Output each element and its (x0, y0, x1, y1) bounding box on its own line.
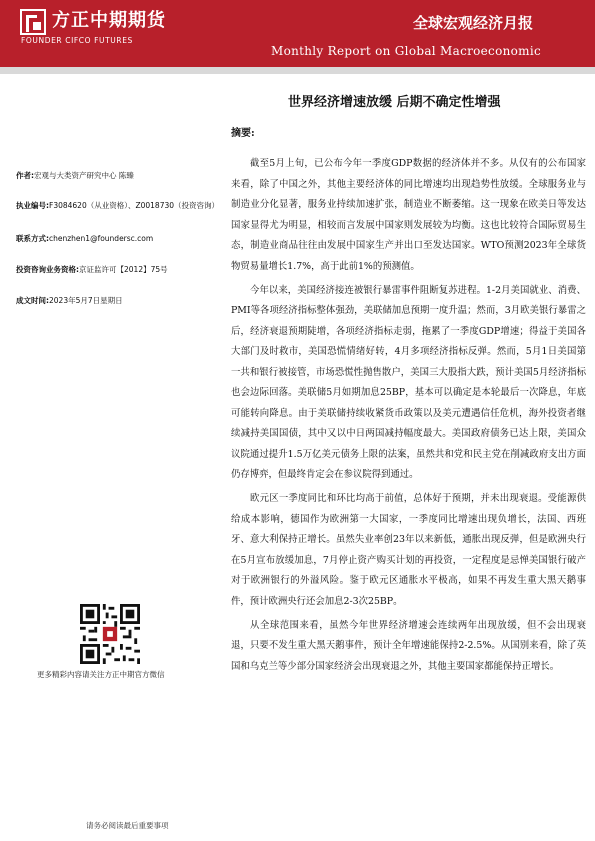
company-logo-icon (20, 9, 46, 35)
report-body (231, 154, 586, 681)
meta-value: chenzhen1@foundersc.com (49, 234, 154, 243)
qr-caption: 更多精彩内容请关注方正中期官方微信 (37, 670, 165, 679)
report-header (0, 0, 595, 67)
meta-label: 执业编号: (16, 201, 49, 210)
meta-label: 投资咨询业务资格: (16, 265, 79, 274)
header-divider (0, 67, 595, 74)
date-line (16, 295, 123, 306)
contact-line (16, 233, 153, 244)
company-name-cn: 方正中期期货 (52, 10, 166, 31)
meta-label: 作者: (16, 171, 34, 180)
disclaimer-note: 请务必阅读最后重要事项 (86, 821, 169, 830)
report-series-cn: 全球宏观经济月报 (412, 14, 533, 32)
meta-value: 2023年5月7日星期日 (49, 296, 123, 305)
company-name-en: FOUNDER CIFCO FUTURES (21, 36, 133, 45)
meta-label: 联系方式: (16, 234, 49, 243)
meta-label: 成文时间: (16, 296, 49, 305)
license-number-line (16, 200, 219, 211)
author-line (16, 170, 134, 181)
report-series-en: Monthly Report on Global Macroeconomic (270, 44, 541, 58)
paragraph: 欧元区一季度同比和环比均高于前值，总体好于预期，并未出现衰退。受能源供给成本影响，德国作为欧洲第一大国家，一季度同比增速出现负增长，法国、西班牙、意大利保持正增长。虽然失业率创23年以来新低，通胀出现反弹，但是欧洲央行在5月宣布放缓加息，7月停止资产购买计划的再投资，一定程度是忌惮美国银行破产对于欧洲银行的外溢风险。鉴于欧元区通胀水平极高，如果不再发生重大黑天鹅事件，预计欧洲央行还会加息2-3次25BP。 (231, 493, 586, 607)
paragraph: 从全球范围来看，虽然今年世界经济增速会连续两年出现放缓，但不会出现衰退，只要不发生重大黑天鹅事件，预计全年增速能保持2-2.5%。从国别来看，除了英国和乌克兰等少部分国家经济会出现衰退之外，其他主要国家都能保持正增长。 (231, 619, 586, 672)
paragraph: 截至5月上旬，已公布今年一季度GDP数据的经济体并不多。从仅有的公布国家来看，除了中国之外，其他主要经济体的同比增速均出现趋势性放缓。全球服务业与制造业分化显著，服务业持续加速扩张，制造业不断萎缩。这一现象在欧美日等发达国家显得尤为明显，相较而言发展中国家则发展较为均衡。这也比较符合国际贸易生态，制造业商品往往由发展中国家生产并出口至发达国家。WTO预测2023年全球货物贸易量增长1.7%，高于此前1%的预测值。 (231, 158, 586, 272)
meta-value: F3084620（从业资格）、Z0018730（投资咨询） (49, 201, 220, 210)
wechat-qr-code-icon (80, 604, 140, 664)
meta-value: 宏观与大类资产研究中心 陈臻 (34, 171, 134, 180)
page-title: 世界经济增速放缓 后期不确定性增强 (288, 95, 501, 110)
qualification-line (16, 264, 168, 275)
meta-value: 京证监许可【2012】75号 (79, 265, 168, 274)
abstract-label: 摘要: (231, 128, 255, 139)
paragraph: 今年以来，美国经济接连被银行暴雷事件阻断复苏进程。1-2月美国就业、消费、PMI等各项经济指标整体强劲，美联储加息预期一度升温；然而，3月欧美银行暴雷之后，经济衰退预期陡增，各项经济指标走弱，拖累了一季度GDP增速；得益于美国各大部门及时救市，美国恐慌情绪好转，4月多项经济指标反弹。然而，5月1日美国第一共和银行被接管，市场恐慌性抛售散户，美国三大股指大跌，预计美国5月经济指标也会边际回落。美联储5月如期加息25BP，基本可以确定是本轮最后一次降息，年底可能转向降息。由于美联储持续收紧货币政策以及美元遭遇信任危机，海外投资者继续减持美国国债，其中又以中日两国减持幅度最大。美国政府债务已达上限，美国众议院通过提升1.5万亿美元债务上限的法案，虽然共和党和民主党在削减政府支出方面仍存博弈，但最终肯定会在参议院得到通过。 (231, 284, 586, 480)
